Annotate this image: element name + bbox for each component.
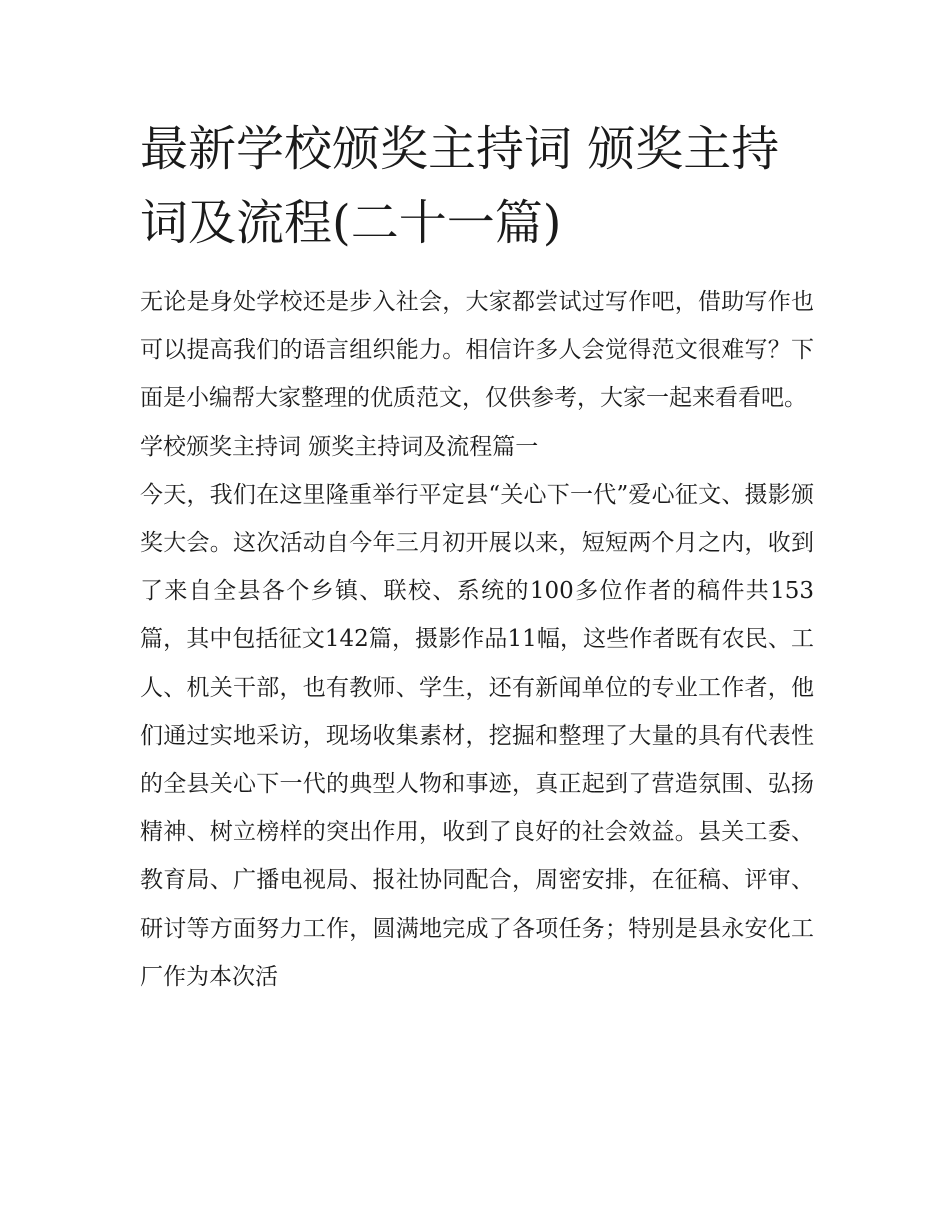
document-title: 最新学校颁奖主持词 颁奖主持词及流程(二十一篇) [140, 121, 780, 251]
intro-paragraph: 无论是身处学校还是步入社会，大家都尝试过写作吧，借助写作也可以提高我们的语言组织能力。相信许多人会觉得范文很难写？下面是小编帮大家整理的优质范文，仅供参考，大家一起来看看吧。 [140, 289, 814, 412]
section-heading: 学校颁奖主持词 颁奖主持词及流程篇一 [140, 433, 539, 460]
document-body [140, 278, 814, 1001]
section-paragraph: 今天，我们在这里隆重举行平定县“关心下一代”爱心征文、摄影颁奖大会。这次活动自今年三月初开展以来，短短两个月之内，收到了来自全县各个乡镇、联校、系统的100多位作者的稿件共153篇，其中包括征文142篇，摄影作品11幅，这些作者既有农民、工人、机关干部，也有教师、学生，还有新闻单位的专业工作者，他们通过实地采访，现场收集素材，挖掘和整理了大量的具有代表性的全县关心下一代的典型人物和事迹，真正起到了营造氛围、弘扬精神、树立榜样的突出作用，收到了良好的社会效益。县关工委、教育局、广播电视局、报社协同配合，周密安排，在征稿、评审、研讨等方面努力工作，圆满地完成了各项任务；特别是县永安化工厂作为本次活 [140, 481, 814, 990]
